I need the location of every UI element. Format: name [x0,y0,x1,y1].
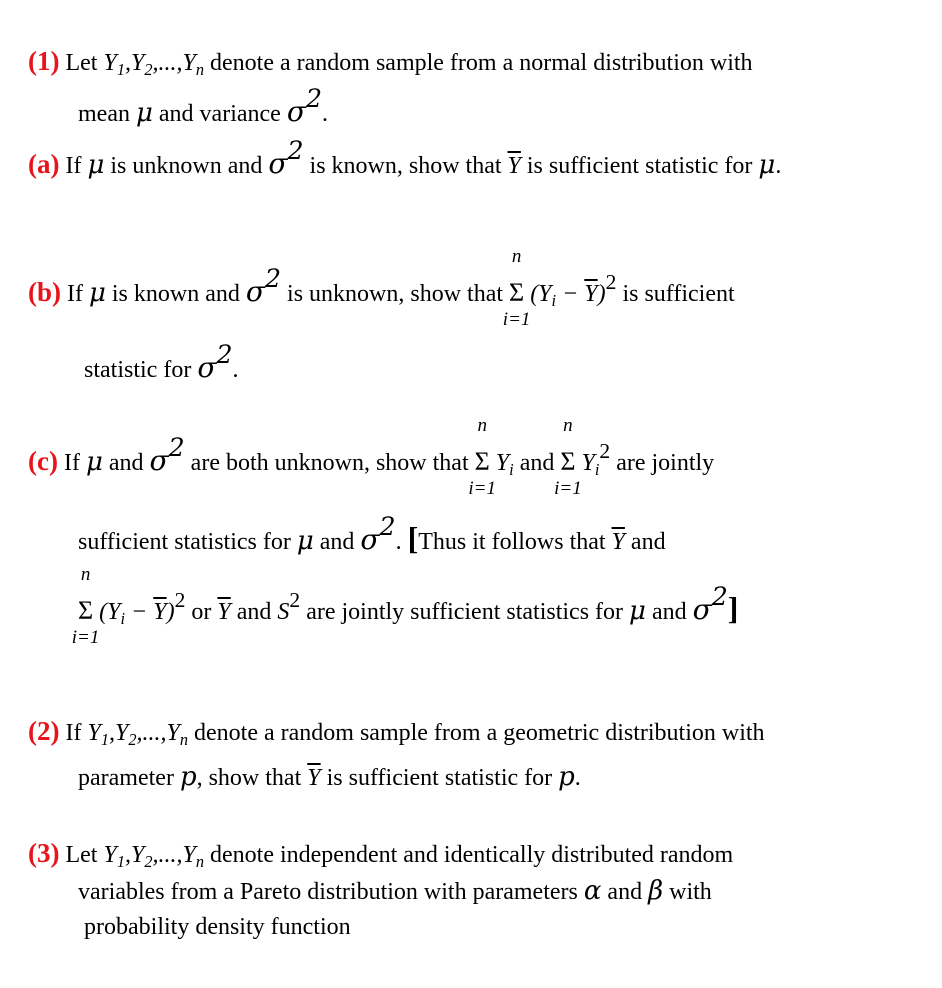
mu-symbol: μ [87,150,105,180]
sum-y-squared-formula: $Y_i^2$ [581,439,611,480]
summation-formula: n Σ i=1 [502,246,531,330]
q3-line-2 [78,878,712,904]
q1b-line-1 [28,246,735,330]
summation-formula: n Σ i=1 [468,415,497,499]
q3-line-3 [84,915,351,939]
q1c-text-6: sufficient statistics for [78,529,291,555]
sum-squares-formula: $(Y_i - \overline{Y})^2$ [99,588,186,629]
q1c-label: (c) [28,446,58,476]
q1-sample-symbols: $Y_1,Y_2,...,Y_n$ [103,50,205,80]
summation-formula: n Σ i=1 [71,564,100,648]
q1c-text-and-4: and [630,529,666,555]
mu-symbol: μ [758,150,776,180]
q2-label: (2) [28,716,60,746]
s-squared-symbol: $S^2$ [277,588,301,625]
q1a-text-2: is unknown and [110,153,263,179]
mu-symbol: μ [629,596,646,626]
q1-text-mean: mean [78,101,130,127]
q1c-text-and-3: and [319,529,355,555]
sigma-squared-symbol: $\sigma^2$ [245,264,282,308]
sigma-squared-symbol: $\sigma^2$ [360,512,396,556]
q1b-text-2: is known and [111,281,240,307]
p-symbol: p [558,762,575,792]
q1a-label: (a) [28,149,60,179]
q1b-text-3: is unknown, show that [287,281,504,307]
mu-symbol: μ [296,526,314,556]
q1c-line-1 [28,415,715,499]
sigma-squared-symbol: $\sigma^2$ [268,136,304,180]
summation-formula: n Σ i=1 [554,415,582,499]
q3-text-2: denote independent and identically distributed random [210,842,734,868]
q1b-text-if: If [67,281,83,307]
q1-label: (1) [28,46,60,76]
q1c-text-5: are jointly [616,450,715,476]
q1c-text-3: are both unknown, show that [190,450,469,476]
q1c-text-12: are jointly sufficient statistics for [306,599,624,625]
q2-sample-symbols: $Y_1,Y_2,...,Y_n$ [87,720,189,750]
q1c-text-or: or [191,599,212,625]
mu-symbol: μ [135,98,153,128]
mu-symbol: μ [88,278,106,308]
y-bar-symbol: $\overline{Y}$ [507,153,521,179]
sigma-squared-symbol: $\sigma^2$ [197,340,233,384]
q2-line-1 [28,716,765,750]
q1-text-let: Let [65,50,98,76]
q1a-line: (a) If μ is unknown and $\sigma^2$ is known, show that $\overline{Y}$ is sufficient statistic for μ. [28,136,782,180]
q2-text-5: is sufficient statistic for [326,765,553,791]
mu-symbol: μ [85,447,103,477]
q1a-text-4: is sufficient statistic for [526,153,753,179]
p-symbol: p [179,762,197,792]
q1c-text-and-6: and [651,599,687,625]
q2-text-if: If [65,720,82,746]
q1c-line-2: sufficient statistics for μ and $\sigma^2$. [Thus it follows that $\overline{Y}$ and [78,512,666,556]
right-bracket: ] [727,590,739,626]
q1-line-1 [28,46,753,80]
q1a-text-3: is known, show that [309,153,502,179]
q1-line-2: mean μ and variance $\sigma^2$. [78,84,328,128]
q3-label: (3) [28,838,60,868]
q2-line-2: parameter p, show that $\overline{Y}$ is sufficient statistic for p. [78,762,581,792]
q3-text-and: and [607,879,643,905]
y-bar-symbol: $\overline{Y}$ [217,599,231,625]
q3-text-let: Let [65,842,98,868]
y-bar-symbol: $\overline{Y}$ [611,529,625,555]
q3-sample-symbols: $Y_1,Y_2,...,Y_n$ [103,842,205,872]
left-bracket: [ [407,520,419,556]
q1b-formula: $(Y_i - \overline{Y})^2$ [530,270,617,311]
sigma-squared-symbol: $\sigma^2$ [286,84,322,128]
y-bar-symbol: $\overline{Y}$ [307,765,321,791]
q1b-text-5: statistic for [84,357,192,383]
q2-text-parameter: parameter [78,765,174,791]
sigma-squared-symbol: $\sigma^2$ [149,433,185,477]
q3-line-1 [28,838,734,872]
q2-text-4: , show that [196,765,302,791]
sigma-squared-symbol: $\sigma^2$ [692,582,728,626]
q1c-line-3 [71,564,739,648]
q1c-text-and: and [108,450,144,476]
sum-y-formula: $Y_i$ [495,450,514,480]
q2-text-2: denote a random sample from a geometric distribution with [194,720,765,746]
q1b-line-2: statistic for $\sigma^2$. [84,340,239,384]
q3-text-with: with [669,879,712,905]
q1c-text-8: Thus it follows that [418,529,606,555]
q1b-text-4: is sufficient [622,281,735,307]
q1c-text-and-5: and [236,599,272,625]
beta-symbol: β [648,876,664,906]
q1c-text-if: If [63,450,80,476]
q1-text-normal: denote a random sample from a normal distribution with [210,50,753,76]
q1b-label: (b) [28,277,61,307]
q3-text-pdf: probability density function [84,914,351,940]
q1c-text-and-2: and [519,450,555,476]
alpha-symbol: α [583,876,602,906]
q3-text-3: variables from a Pareto distribution with parameters [78,879,578,905]
q1-text-variance: and variance [158,101,281,127]
q1a-text-if: If [65,153,82,179]
